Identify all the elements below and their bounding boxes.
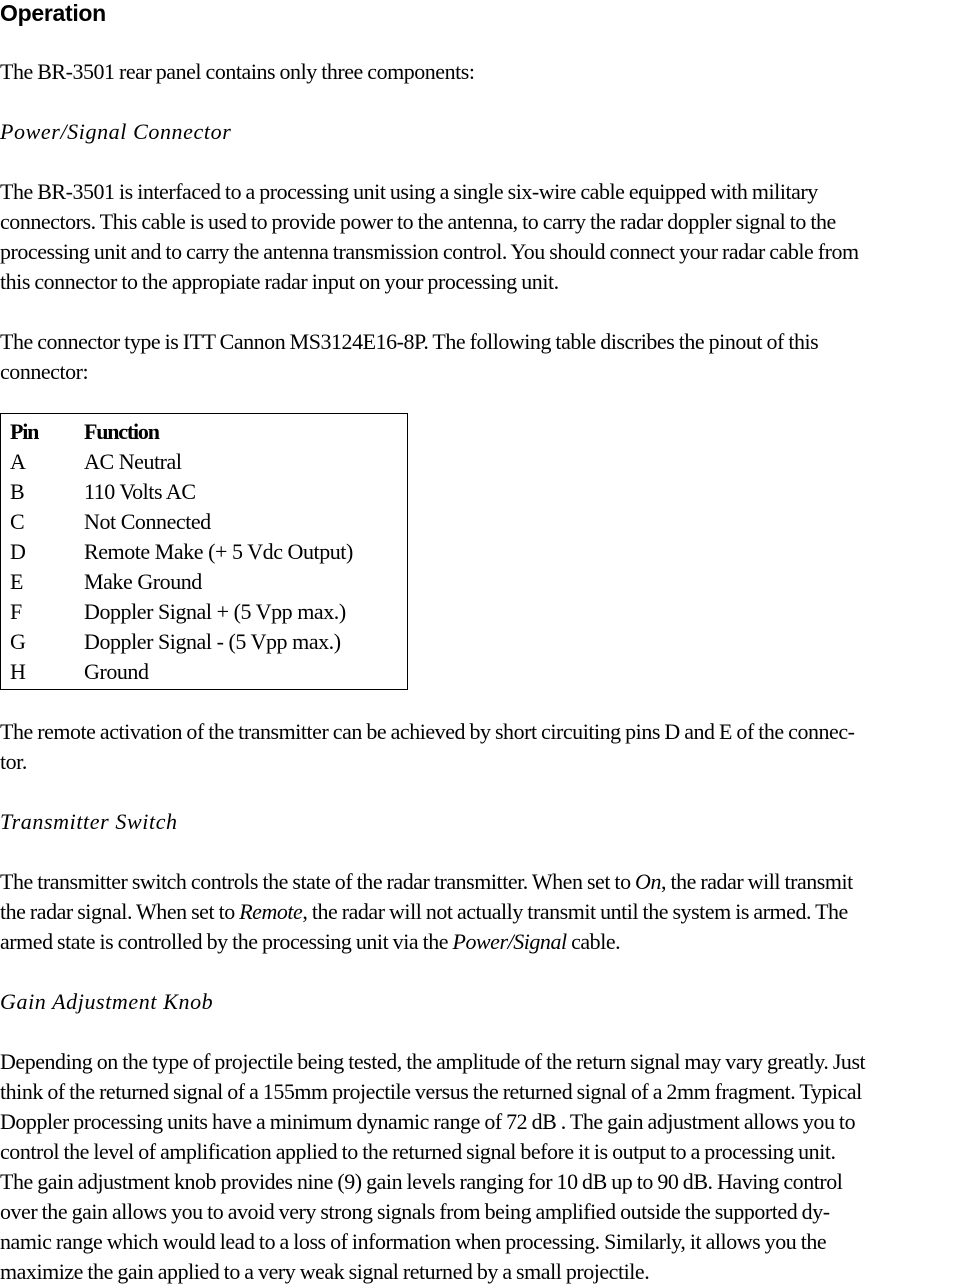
text-run: , the radar will not actually transmit until the system is armed. The bbox=[302, 899, 848, 924]
gain-adjustment-paragraph bbox=[0, 1047, 973, 1287]
function-cell: Doppler Signal - (5 Vpp max.) bbox=[84, 629, 341, 654]
power-signal-term: Power/Signal bbox=[452, 929, 567, 954]
function-cell: Make Ground bbox=[84, 569, 202, 594]
text-run: The transmitter switch controls the state of the radar transmitter. When set to bbox=[0, 869, 636, 894]
paragraph-line: The remote activation of the transmitter can be achieved by short circuiting pins D and E of the connec- bbox=[0, 719, 855, 744]
paragraph-line bbox=[0, 867, 971, 897]
pin-cell: G bbox=[10, 629, 26, 654]
pin-column-header: Pin bbox=[10, 419, 39, 444]
power-signal-paragraph-1 bbox=[0, 177, 973, 297]
function-cell: AC Neutral bbox=[84, 449, 182, 474]
power-signal-paragraph-2 bbox=[0, 327, 973, 387]
text-run: armed state is controlled by the processing unit via the bbox=[0, 929, 453, 954]
remote-setting-term: Remote bbox=[239, 899, 303, 924]
pin-cell: C bbox=[10, 509, 25, 534]
pin-cell: H bbox=[10, 659, 26, 684]
paragraph-line bbox=[0, 927, 971, 957]
pin-cell: E bbox=[10, 569, 23, 594]
intro-paragraph bbox=[0, 57, 973, 87]
paragraph-line: think of the returned signal of a 155mm projectile versus the returned signal of a 2mm fragment. Typical bbox=[0, 1079, 862, 1104]
paragraph-line: this connector to the appropiate radar input on your processing unit. bbox=[0, 269, 559, 294]
transmitter-switch-heading: Transmitter Switch bbox=[0, 809, 178, 834]
paragraph-line: connectors. This cable is used to provide power to the antenna, to carry the radar doppler signal to the bbox=[0, 209, 836, 234]
pin-cell: B bbox=[10, 479, 25, 504]
pinout-table bbox=[0, 413, 408, 690]
power-signal-heading: Power/Signal Connector bbox=[0, 119, 232, 144]
paragraph-line: connector: bbox=[0, 359, 89, 384]
transmitter-switch-paragraph bbox=[0, 867, 973, 957]
function-column-header: Function bbox=[84, 419, 159, 444]
pin-cell: A bbox=[10, 449, 26, 474]
paragraph-line: maximize the gain applied to a very weak signal returned by a small projectile. bbox=[0, 1259, 650, 1284]
function-cell: Remote Make (+ 5 Vdc Output) bbox=[84, 539, 353, 564]
text-run: the radar signal. When set to bbox=[0, 899, 240, 924]
paragraph-line: over the gain allows you to avoid very strong signals from being amplified outside the supported dy- bbox=[0, 1199, 830, 1224]
on-setting-term: On bbox=[635, 869, 661, 894]
paragraph-line: The gain adjustment knob provides nine (9) gain levels ranging for 10 dB up to 90 dB. Having control bbox=[0, 1169, 843, 1194]
paragraph-line: tor. bbox=[0, 749, 27, 774]
function-cell: Not Connected bbox=[84, 509, 211, 534]
function-cell: Ground bbox=[84, 659, 149, 684]
intro-line: The BR-3501 rear panel contains only three components: bbox=[0, 59, 475, 84]
paragraph-line: Depending on the type of projectile being tested, the amplitude of the return signal may vary greatly. Just bbox=[0, 1049, 866, 1074]
text-run: , the radar will transmit bbox=[660, 869, 853, 894]
paragraph-line: processing unit and to carry the antenna transmission control. You should connect your radar cable from bbox=[0, 239, 859, 264]
page-title: Operation bbox=[0, 0, 106, 26]
paragraph-line: The connector type is ITT Cannon MS3124E16-8P. The following table discribes the pinout of this bbox=[0, 329, 819, 354]
paragraph-line bbox=[0, 897, 971, 927]
paragraph-line: namic range which would lead to a loss of information when processing. Similarly, it allows you the bbox=[0, 1229, 827, 1254]
paragraph-line: Doppler processing units have a minimum dynamic range of 72 dB . The gain adjustment allows you to bbox=[0, 1109, 856, 1134]
paragraph-line: control the level of amplification applied to the returned signal before it is output to a processing unit. bbox=[0, 1139, 836, 1164]
function-cell: 110 Volts AC bbox=[84, 479, 196, 504]
paragraph-line: The BR-3501 is interfaced to a processing unit using a single six-wire cable equipped with military bbox=[0, 179, 818, 204]
function-cell: Doppler Signal + (5 Vpp max.) bbox=[84, 599, 346, 624]
text-run: cable. bbox=[566, 929, 621, 954]
pin-cell: F bbox=[10, 599, 22, 624]
pin-cell: D bbox=[10, 539, 26, 564]
remote-activation-paragraph bbox=[0, 717, 973, 777]
gain-adjustment-heading: Gain Adjustment Knob bbox=[0, 989, 214, 1014]
